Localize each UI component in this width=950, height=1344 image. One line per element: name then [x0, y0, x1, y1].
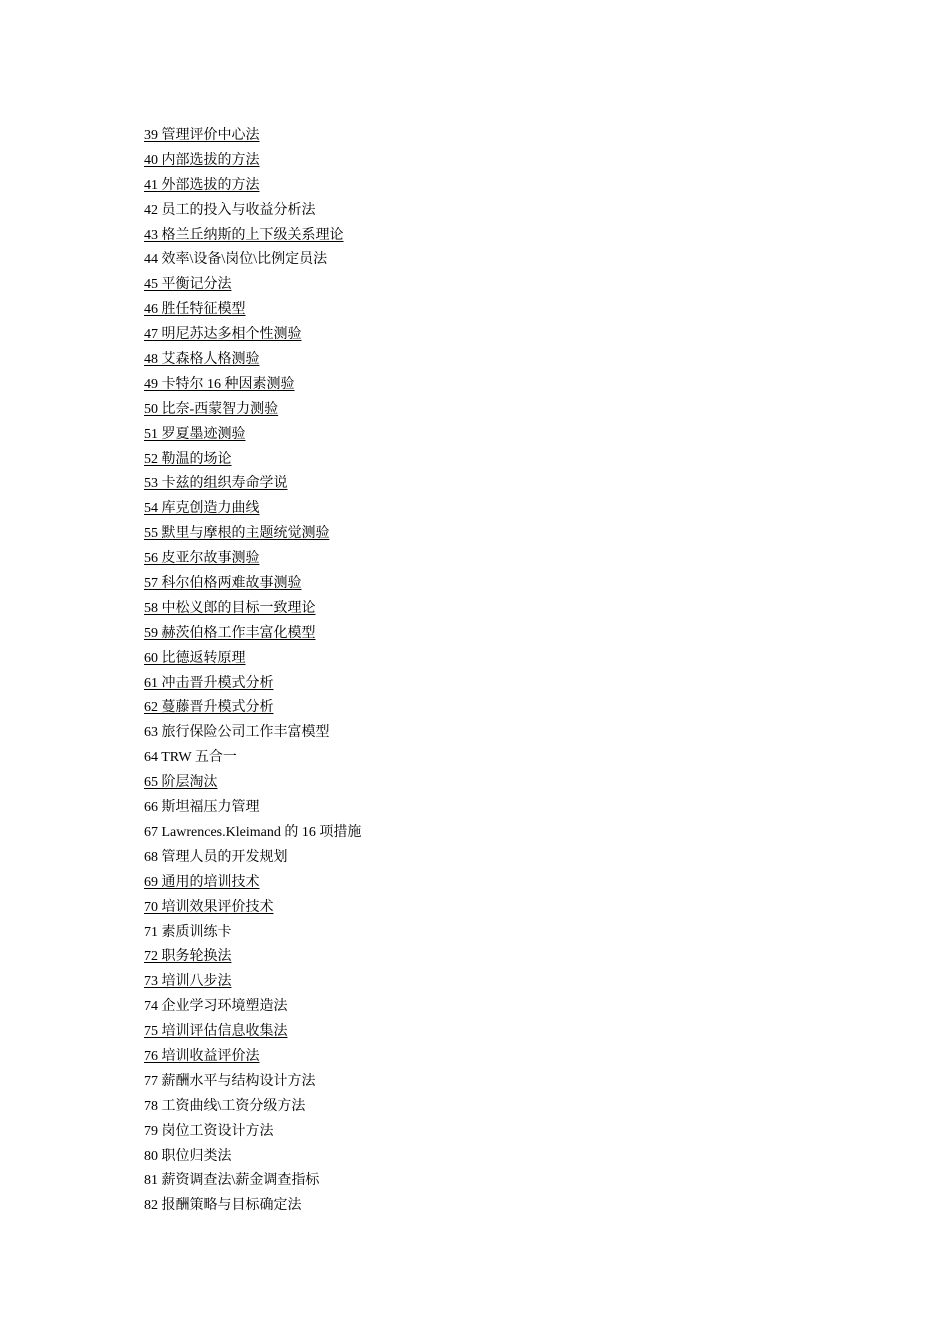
toc-entry[interactable] [144, 224, 361, 249]
toc-entry-link[interactable]: 43 格兰丘纳斯的上下级关系理论 [144, 227, 344, 243]
toc-entry[interactable] [144, 124, 361, 149]
toc-entry-text: 80 职位归类法 [144, 1148, 232, 1164]
toc-entry [144, 846, 361, 871]
toc-entry [144, 921, 361, 946]
toc-entry[interactable] [144, 696, 361, 721]
toc-entry[interactable] [144, 896, 361, 921]
toc-entry[interactable] [144, 1045, 361, 1070]
toc-entry-link[interactable]: 58 中松义郎的目标一致理论 [144, 600, 316, 616]
toc-entry [144, 1095, 361, 1120]
toc-entry[interactable] [144, 497, 361, 522]
toc-entry-text: 74 企业学习环境塑造法 [144, 999, 288, 1015]
toc-entry-link[interactable]: 41 外部选拔的方法 [144, 177, 260, 193]
toc-entry [144, 1145, 361, 1170]
toc-entry[interactable] [144, 597, 361, 622]
table-of-contents [144, 124, 361, 1219]
toc-entry-link[interactable]: 55 默里与摩根的主题统觉测验 [144, 526, 330, 542]
toc-entry-link[interactable]: 52 勒温的场论 [144, 451, 232, 467]
toc-entry[interactable] [144, 522, 361, 547]
toc-entry-link[interactable]: 72 职务轮换法 [144, 949, 232, 965]
toc-entry [144, 721, 361, 746]
toc-entry[interactable] [144, 547, 361, 572]
toc-entry-link[interactable]: 46 胜任特征模型 [144, 302, 246, 318]
toc-entry-text: 63 旅行保险公司工作丰富模型 [144, 725, 330, 741]
toc-entry-link[interactable]: 54 库克创造力曲线 [144, 501, 260, 517]
toc-entry-text: 79 岗位工资设计方法 [144, 1123, 274, 1139]
toc-entry-text: 77 薪酬水平与结构设计方法 [144, 1073, 316, 1089]
toc-entry-link[interactable]: 69 通用的培训技术 [144, 874, 260, 890]
toc-entry [144, 995, 361, 1020]
toc-entry[interactable] [144, 398, 361, 423]
toc-entry-link[interactable]: 61 冲击晋升模式分析 [144, 675, 274, 691]
toc-entry[interactable] [144, 348, 361, 373]
toc-entry[interactable] [144, 273, 361, 298]
toc-entry[interactable] [144, 1020, 361, 1045]
toc-entry[interactable] [144, 174, 361, 199]
toc-entry [144, 746, 361, 771]
toc-entry[interactable] [144, 945, 361, 970]
toc-entry-link[interactable]: 59 赫茨伯格工作丰富化模型 [144, 625, 316, 641]
toc-entry-link[interactable]: 53 卡兹的组织寿命学说 [144, 476, 288, 492]
toc-entry [144, 821, 361, 846]
toc-entry[interactable] [144, 647, 361, 672]
toc-entry-text: 68 管理人员的开发规划 [144, 849, 288, 865]
toc-entry-link[interactable]: 70 培训效果评价技术 [144, 899, 274, 915]
toc-entry[interactable] [144, 771, 361, 796]
toc-entry-link[interactable]: 73 培训八步法 [144, 974, 232, 990]
toc-entry-link[interactable]: 51 罗夏墨迹测验 [144, 426, 246, 442]
toc-entry-text: 81 薪资调查法\薪金调查指标 [144, 1173, 320, 1189]
toc-entry [144, 199, 361, 224]
toc-entry-text: 64 TRW 五合一 [144, 750, 237, 766]
toc-entry[interactable] [144, 572, 361, 597]
toc-entry-link[interactable]: 40 内部选拔的方法 [144, 152, 260, 168]
toc-entry-link[interactable]: 48 艾森格人格测验 [144, 352, 260, 368]
toc-entry-link[interactable]: 75 培训评估信息收集法 [144, 1024, 288, 1040]
toc-entry [144, 1194, 361, 1219]
toc-entry-text: 42 员工的投入与收益分析法 [144, 202, 316, 218]
toc-entry[interactable] [144, 622, 361, 647]
toc-entry[interactable] [144, 149, 361, 174]
toc-entry-text: 71 素质训练卡 [144, 924, 232, 940]
toc-entry[interactable] [144, 970, 361, 995]
toc-entry-link[interactable]: 62 蔓藤晋升模式分析 [144, 700, 274, 716]
toc-entry-link[interactable]: 57 科尔伯格两难故事测验 [144, 576, 302, 592]
toc-entry[interactable] [144, 672, 361, 697]
toc-entry [144, 796, 361, 821]
toc-entry[interactable] [144, 423, 361, 448]
toc-entry[interactable] [144, 373, 361, 398]
toc-entry[interactable] [144, 871, 361, 896]
toc-entry[interactable] [144, 323, 361, 348]
toc-entry-text: 82 报酬策略与目标确定法 [144, 1198, 302, 1214]
toc-entry-text: 78 工资曲线\工资分级方法 [144, 1098, 306, 1114]
toc-entry [144, 1120, 361, 1145]
toc-entry-link[interactable]: 49 卡特尔 16 种因素测验 [144, 376, 295, 392]
toc-entry-text: 67 Lawrences.Kleimand 的 16 项措施 [144, 824, 362, 840]
toc-entry[interactable] [144, 472, 361, 497]
toc-entry [144, 248, 361, 273]
toc-entry [144, 1169, 361, 1194]
toc-entry-link[interactable]: 47 明尼苏达多相个性测验 [144, 327, 302, 343]
toc-entry-link[interactable]: 76 培训收益评价法 [144, 1048, 260, 1064]
toc-entry-link[interactable]: 45 平衡记分法 [144, 277, 232, 293]
toc-entry-link[interactable]: 50 比奈-西蒙智力测验 [144, 401, 279, 417]
toc-entry-link[interactable]: 39 管理评价中心法 [144, 128, 260, 143]
toc-entry-text: 66 斯坦福压力管理 [144, 800, 260, 816]
toc-entry-link[interactable]: 56 皮亚尔故事测验 [144, 551, 260, 567]
toc-entry [144, 1070, 361, 1095]
toc-entry-text: 44 效率\设备\岗位\比例定员法 [144, 252, 328, 268]
toc-entry[interactable] [144, 448, 361, 473]
toc-entry-link[interactable]: 60 比德返转原理 [144, 650, 246, 666]
toc-entry[interactable] [144, 298, 361, 323]
toc-entry-link[interactable]: 65 阶层淘汰 [144, 775, 218, 791]
